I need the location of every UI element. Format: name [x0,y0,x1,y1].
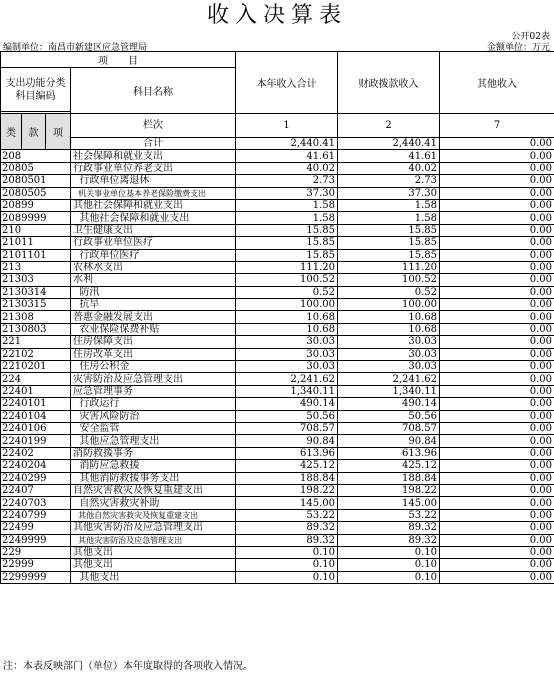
row-total: 89.32 [236,534,338,546]
row-total: 0.52 [236,286,338,298]
row-fiscal: 50.56 [338,410,440,422]
row-name: 自然灾害救灾补助 [71,497,236,509]
row-other: 0.00 [440,237,554,249]
row-fiscal: 1.58 [338,212,440,224]
row-name: 行政单位离退休 [71,175,236,187]
col-number-7: 7 [440,114,554,138]
row-other: 0.00 [440,410,554,422]
col-number-2: 2 [338,114,440,138]
row-fiscal: 30.03 [338,336,440,348]
row-fiscal: 1.58 [338,199,440,211]
row-fiscal: 0.52 [338,286,440,298]
row-fiscal: 490.14 [338,398,440,410]
row-fiscal: 41.61 [338,150,440,162]
row-name: 行政事业单位医疗 [71,237,236,249]
table-row [1,311,554,323]
row-code: 20805 [1,162,71,174]
row-name: 行政单位医疗 [71,249,236,261]
row-other: 0.00 [440,212,554,224]
row-fiscal: 100.00 [338,299,440,311]
row-fiscal: 100.52 [338,274,440,286]
row-name: 住房保障支出 [71,336,236,348]
row-fiscal: 111.20 [338,261,440,273]
row-code: 2240703 [1,497,71,509]
row-other: 0.00 [440,150,554,162]
row-name: 应急管理事务 [71,385,236,397]
row-name: 机关事业单位基本养老保险缴费支出 [71,187,236,199]
header-total: 本年收入合计 [236,52,338,114]
row-total: 100.52 [236,274,338,286]
row-other: 0.00 [440,311,554,323]
row-name: 农林水支出 [71,261,236,273]
row-total: 53.22 [236,509,338,521]
row-code: 21303 [1,274,71,286]
table-row [1,187,554,199]
row-code: 221 [1,336,71,348]
row-fiscal: 0.10 [338,571,440,583]
row-code: 2130315 [1,299,71,311]
row-other: 0.00 [440,199,554,211]
row-code: 2240799 [1,509,71,521]
row-fiscal: 0.10 [338,546,440,558]
row-code: 22102 [1,348,71,360]
header-other: 其他收入 [440,52,554,114]
header-fiscal: 财政拨款收入 [338,52,440,114]
row-fiscal: 1,340.11 [338,385,440,397]
row-total: 10.68 [236,323,338,335]
row-name: 住房公积金 [71,361,236,373]
table-row [1,150,554,162]
row-total: 30.03 [236,361,338,373]
row-fiscal: 15.85 [338,224,440,236]
row-code: 2240106 [1,422,71,434]
row-total: 490.14 [236,398,338,410]
table-row [1,348,554,360]
row-other: 0.00 [440,546,554,558]
row-name: 安全监管 [71,422,236,434]
table-row [1,410,554,422]
row-name: 水利 [71,274,236,286]
row-other: 0.00 [440,422,554,434]
table-row [1,385,554,397]
row-name: 其他消防救援事务支出 [71,472,236,484]
row-code: 22499 [1,522,71,534]
row-fiscal: 613.96 [338,447,440,459]
row-code: 208 [1,150,71,162]
income-table [0,51,554,584]
row-other: 0.00 [440,187,554,199]
header-lei: 类 [1,114,22,150]
row-other: 0.00 [440,323,554,335]
row-code: 2080505 [1,187,71,199]
row-name: 其他社会保障和就业支出 [71,212,236,224]
table-row [1,472,554,484]
row-total: 1.58 [236,212,338,224]
table-row [1,212,554,224]
row-fiscal: 10.68 [338,323,440,335]
row-code: 2210201 [1,361,71,373]
header-lanci: 栏次 [71,114,236,138]
form-code: 公开02表 [511,32,550,42]
row-total: 198.22 [236,484,338,496]
table-row [1,336,554,348]
row-other: 0.00 [440,398,554,410]
row-name: 消防救援事务 [71,447,236,459]
amount-unit: 金额单位：万元 [486,43,550,53]
row-other: 0.00 [440,571,554,583]
row-fiscal: 425.12 [338,460,440,472]
header-subject-code: 支出功能分类科目编码 [1,68,71,112]
row-total: 15.85 [236,224,338,236]
table-row [1,435,554,447]
row-fiscal: 90.84 [338,435,440,447]
row-name: 其他社会保障和就业支出 [71,199,236,211]
table-row [1,224,554,236]
row-other: 0.00 [440,361,554,373]
row-total: 1,340.11 [236,385,338,397]
table-row [1,162,554,174]
table-row [1,175,554,187]
col-number-1: 1 [236,114,338,138]
table-row [1,274,554,286]
row-other: 0.00 [440,336,554,348]
row-code: 22401 [1,385,71,397]
row-other: 0.00 [440,348,554,360]
row-total: 111.20 [236,261,338,273]
row-total: 37.30 [236,187,338,199]
row-name: 社会保障和就业支出 [71,150,236,162]
row-code: 210 [1,224,71,236]
row-code: 20899 [1,199,71,211]
row-fiscal: 30.03 [338,361,440,373]
row-code: 2240204 [1,460,71,472]
row-fiscal: 30.03 [338,348,440,360]
row-code: 2130803 [1,323,71,335]
row-code: 229 [1,546,71,558]
row-other: 0.00 [440,385,554,397]
row-name: 其他应急管理支出 [71,435,236,447]
table-row [1,299,554,311]
row-name: 农业保险保费补贴 [71,323,236,335]
row-other: 0.00 [440,484,554,496]
row-other: 0.00 [440,534,554,546]
row-other: 0.00 [440,509,554,521]
table-row [1,497,554,509]
row-total: 1.58 [236,199,338,211]
row-name: 行政事业单位养老支出 [71,162,236,174]
row-name: 其他自然灾害救灾及恢复重建支出 [71,509,236,521]
row-code: 22999 [1,559,71,571]
row-code: 22407 [1,484,71,496]
table-row [1,199,554,211]
row-code: 213 [1,261,71,273]
row-total: 2.73 [236,175,338,187]
row-name: 消防应急救援 [71,460,236,472]
table-row [1,460,554,472]
page-title: 收入决算表 [206,3,347,28]
row-name: 其他支出 [71,559,236,571]
table-row [1,398,554,410]
row-name: 抗旱 [71,299,236,311]
row-total: 40.02 [236,162,338,174]
row-name: 灾害防治及应急管理支出 [71,373,236,385]
row-fiscal: 15.85 [338,249,440,261]
row-total: 90.84 [236,435,338,447]
row-total: 145.00 [236,497,338,509]
table-row [1,373,554,385]
row-other: 0.00 [440,286,554,298]
row-total: 100.00 [236,299,338,311]
table-row [1,484,554,496]
row-code: 2249999 [1,534,71,546]
row-name: 行政运行 [71,398,236,410]
row-other: 0.00 [440,472,554,484]
row-name: 自然灾害救灾及恢复重建支出 [71,484,236,496]
table-row [1,546,554,558]
row-fiscal: 2.73 [338,175,440,187]
row-other: 0.00 [440,162,554,174]
table-row [1,559,554,571]
row-total: 2,241.62 [236,373,338,385]
row-total: 15.85 [236,249,338,261]
row-total: 10.68 [236,311,338,323]
table-row [1,237,554,249]
row-total: 30.03 [236,336,338,348]
row-fiscal: 89.32 [338,534,440,546]
row-fiscal: 89.32 [338,522,440,534]
table-row [1,422,554,434]
total-row [1,138,554,150]
total-other: 0.00 [440,138,554,150]
total-label: 合计 [71,138,236,150]
table-row [1,571,554,583]
row-total: 15.85 [236,237,338,249]
footnote: 注：本表反映部门（单位）本年度取得的各项收入情况。 [3,661,253,672]
table-row [1,509,554,521]
row-total: 50.56 [236,410,338,422]
row-code: 2240199 [1,435,71,447]
row-code: 2240104 [1,410,71,422]
row-total: 425.12 [236,460,338,472]
row-name: 其他灾害防治及应急管理支出 [71,534,236,546]
row-fiscal: 188.84 [338,472,440,484]
table-row [1,323,554,335]
row-other: 0.00 [440,224,554,236]
total-fiscal: 2,440.41 [338,138,440,150]
row-fiscal: 198.22 [338,484,440,496]
compiling-unit: 编制单位：南昌市新建区应急管理局 [3,43,148,53]
row-fiscal: 10.68 [338,311,440,323]
row-other: 0.00 [440,435,554,447]
row-other: 0.00 [440,373,554,385]
row-other: 0.00 [440,261,554,273]
row-code: 2130314 [1,286,71,298]
total-amount: 2,440.41 [236,138,338,150]
table-row [1,447,554,459]
row-name: 防汛 [71,286,236,298]
row-code: 22402 [1,447,71,459]
row-total: 613.96 [236,447,338,459]
row-fiscal: 15.85 [338,237,440,249]
row-code: 2299999 [1,571,71,583]
row-total: 41.61 [236,150,338,162]
row-name: 灾害风险防治 [71,410,236,422]
table-row [1,522,554,534]
row-other: 0.00 [440,497,554,509]
header-xiang: 项 [46,114,71,150]
row-total: 89.32 [236,522,338,534]
row-other: 0.00 [440,522,554,534]
row-fiscal: 145.00 [338,497,440,509]
header-kuan: 款 [22,114,46,150]
row-total: 0.10 [236,559,338,571]
table-row [1,286,554,298]
row-fiscal: 2,241.62 [338,373,440,385]
row-name: 住房改革支出 [71,348,236,360]
header-subject-name: 科目名称 [71,68,236,114]
row-other: 0.00 [440,299,554,311]
row-total: 708.57 [236,422,338,434]
row-total: 188.84 [236,472,338,484]
row-other: 0.00 [440,460,554,472]
table-row [1,534,554,546]
row-code: 21011 [1,237,71,249]
row-fiscal: 708.57 [338,422,440,434]
row-fiscal: 37.30 [338,187,440,199]
table-row [1,249,554,261]
header-item: 项 目 [1,52,236,68]
row-name: 普惠金融发展支出 [71,311,236,323]
row-fiscal: 40.02 [338,162,440,174]
table-row [1,261,554,273]
row-total: 30.03 [236,348,338,360]
row-other: 0.00 [440,175,554,187]
row-other: 0.00 [440,274,554,286]
row-fiscal: 53.22 [338,509,440,521]
row-name: 卫生健康支出 [71,224,236,236]
row-code: 2080501 [1,175,71,187]
row-code: 2101101 [1,249,71,261]
table-row [1,361,554,373]
row-name: 其他灾害防治及应急管理支出 [71,522,236,534]
row-fiscal: 0.10 [338,559,440,571]
row-name: 其他支出 [71,546,236,558]
row-total: 0.10 [236,546,338,558]
row-code: 224 [1,373,71,385]
row-other: 0.00 [440,447,554,459]
row-total: 0.10 [236,571,338,583]
row-code: 2089999 [1,212,71,224]
row-other: 0.00 [440,559,554,571]
row-code: 2240101 [1,398,71,410]
row-name: 其他支出 [71,571,236,583]
row-code: 2240299 [1,472,71,484]
row-other: 0.00 [440,249,554,261]
row-code: 21308 [1,311,71,323]
